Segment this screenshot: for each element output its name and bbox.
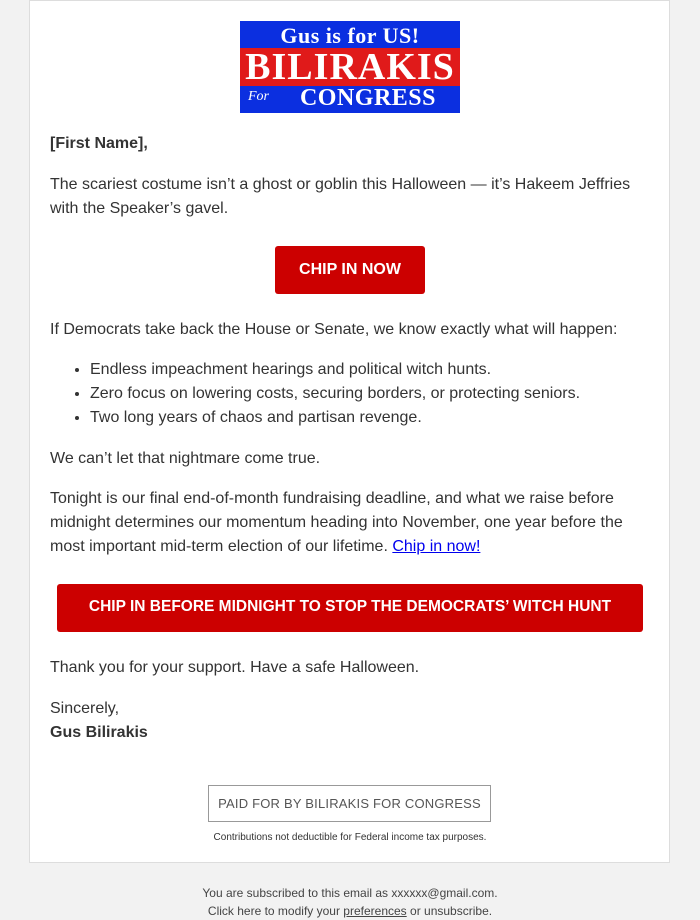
subscription-footer: [0, 884, 700, 920]
greeting: [First Name],: [50, 135, 148, 152]
tax-disclaimer: Contributions not deductible for Federal income tax purposes.: [213, 832, 487, 843]
footer-manage-prefix: Click here to modify your: [207, 904, 340, 918]
deadline-line-3-text: most important mid-term election of our lifetime.: [50, 538, 388, 555]
footer-manage-line: [0, 902, 700, 920]
unsubscribe-link[interactable]: unsubscribe.: [424, 904, 493, 918]
footer-or: or: [410, 904, 421, 918]
nightmare-paragraph: We can’t let that nightmare come true.: [50, 450, 321, 467]
preferences-link[interactable]: preferences: [343, 904, 407, 918]
chip-in-before-midnight-button[interactable]: CHIP IN BEFORE MIDNIGHT TO STOP THE DEMOCRATS’ WITCH HUNT: [57, 584, 643, 632]
list-item: • Zero focus on lowering costs, securing borders, or protecting seniors.: [90, 382, 650, 406]
deadline-line-3: [50, 535, 660, 559]
consequences-list: [50, 358, 650, 430]
signoff: Sincerely,: [50, 700, 120, 717]
signature: Gus Bilirakis: [50, 724, 148, 741]
intro-paragraph: The scariest costume isn’t a ghost or goblin this Halloween — it’s Hakeem Jeffries with the Speaker’s gavel.: [50, 176, 631, 217]
chip-in-now-button[interactable]: CHIP IN NOW: [275, 246, 425, 294]
logo-slogan: Gus is for US!: [280, 23, 420, 48]
footer-subscribed-line: You are subscribed to this email as xxxxxx@gmail.com.: [202, 886, 498, 900]
chip-in-now-link[interactable]: Chip in now!: [392, 538, 481, 555]
logo-for: For: [248, 89, 269, 104]
thanks-paragraph: Thank you for your support. Have a safe Halloween.: [50, 659, 420, 676]
deadline-line-1: Tonight is our final end-of-month fundraising deadline, and what we raise before: [50, 490, 614, 507]
list-item: • Endless impeachment hearings and political witch hunts.: [90, 358, 650, 382]
deadline-line-2: midnight determines our momentum heading into November, one year before the: [50, 514, 623, 531]
list-item: • Two long years of chaos and partisan revenge.: [90, 406, 650, 430]
democrats-paragraph: If Democrats take back the House or Senate, we know exactly what will happen:: [50, 321, 618, 338]
deadline-paragraph: [50, 487, 660, 559]
logo-name: BILIRAKIS: [245, 46, 455, 88]
logo-congress: CONGRESS: [299, 85, 437, 111]
paid-for-box: PAID FOR BY BILIRAKIS FOR CONGRESS: [208, 785, 491, 822]
campaign-logo[interactable]: [240, 21, 460, 113]
